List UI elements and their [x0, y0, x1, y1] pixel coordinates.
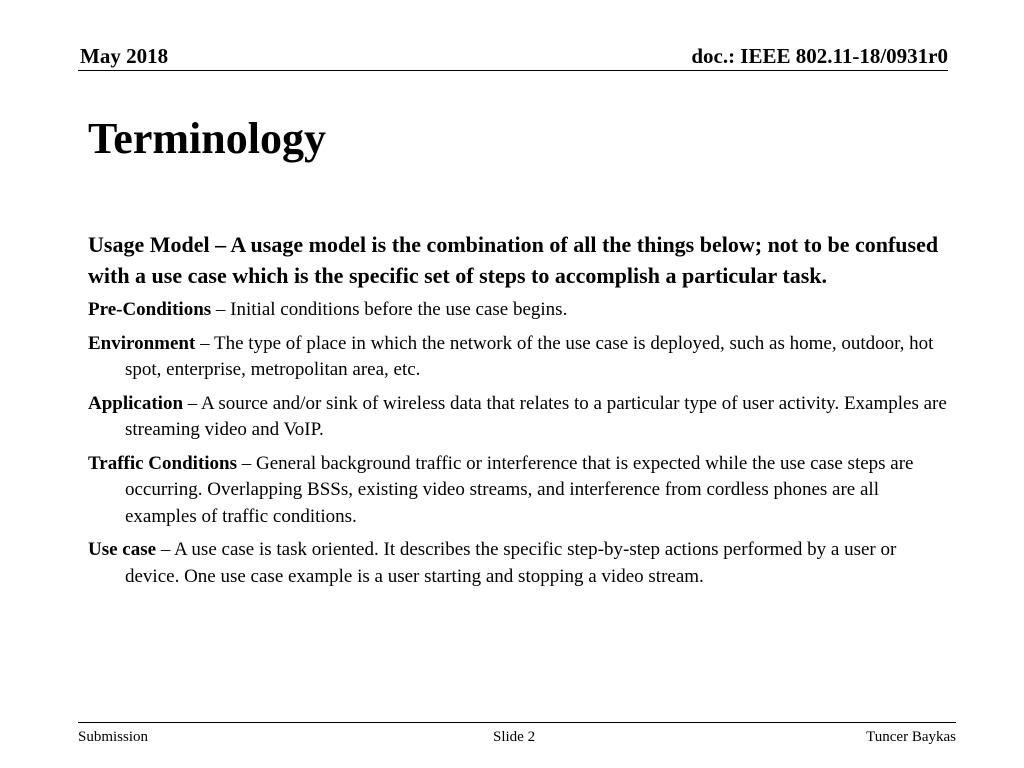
header-date: May 2018	[80, 44, 169, 68]
slide-title: Terminology	[88, 114, 326, 163]
term-name: Application	[88, 392, 184, 414]
term-definition: – Initial conditions before the use case begins.	[211, 299, 568, 320]
footer-author: Tuncer Baykas	[866, 729, 956, 745]
term-name: Traffic Conditions	[88, 452, 238, 474]
slide-footer	[78, 722, 956, 751]
term-pre-conditions	[88, 297, 948, 324]
usage-model-paragraph: Usage Model – A usage model is the combination of all the things below; not to be confused with a use case which is the specific set of steps to accomplish a particular task.	[88, 232, 939, 288]
term-definition: – A use case is task oriented. It describes the specific step-by-step actions performed by a user or device. One use case example is a user starting and stopping a video stream.	[125, 539, 897, 587]
footer-submission: Submission	[78, 729, 149, 745]
term-definition: – A source and/or sink of wireless data that relates to a particular type of user activity. Examples are streaming video and VoIP.	[125, 392, 947, 440]
term-environment	[88, 331, 948, 384]
footer-slide-number: Slide 2	[493, 729, 536, 745]
slide-body	[88, 229, 948, 597]
term-use-case	[88, 537, 948, 590]
term-application	[88, 391, 948, 444]
term-name: Environment	[88, 332, 196, 354]
term-definition: – The type of place in which the network of the use case is deployed, such as home, outdoor, hot spot, enterprise, metropolitan area, etc.	[125, 332, 934, 380]
term-traffic-conditions	[88, 451, 948, 531]
slide-header	[78, 40, 948, 71]
header-document-id: doc.: IEEE 802.11-18/0931r0	[691, 44, 948, 68]
term-name: Use case	[88, 539, 157, 560]
term-name: Pre-Conditions	[88, 299, 212, 320]
term-definition: – General background traffic or interference that is expected while the use case steps are occurring. Overlapping BSSs, existing video streams, and interference from cordless phones are all examples of traffic conditions.	[125, 452, 914, 527]
